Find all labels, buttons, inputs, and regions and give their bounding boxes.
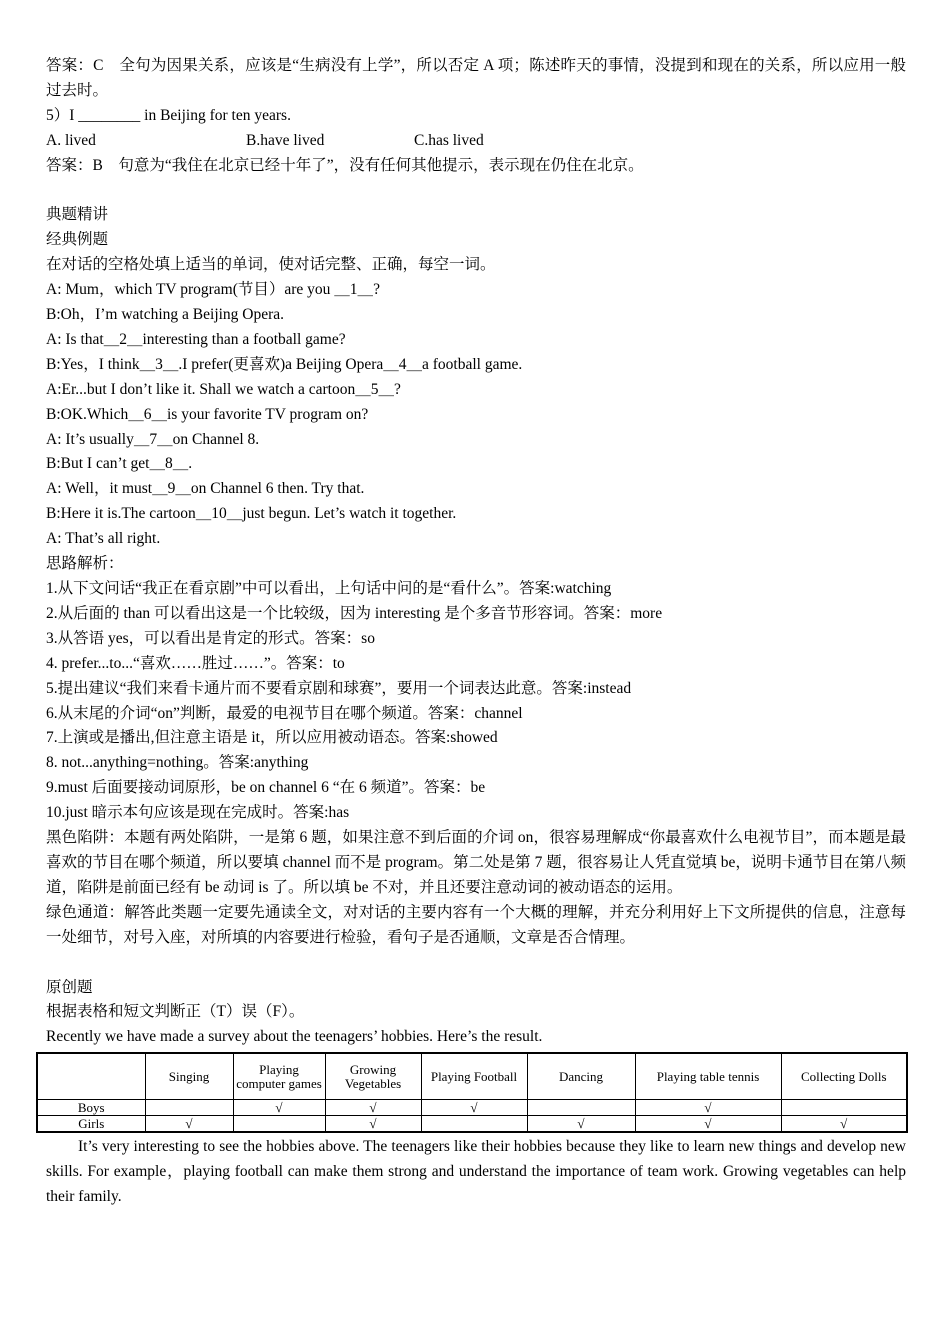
- table-row: [37, 1100, 907, 1116]
- option-a: A. lived: [46, 131, 96, 149]
- analysis-item: 5.提出建议“我们来看卡通片而不要看京剧和球赛”，要用一个词表达此意。答案:instead: [46, 679, 632, 697]
- section-instruction: 在对话的空格处填上适当的单词，使对话完整、正确，每空一词。: [46, 256, 496, 274]
- document-page: [46, 54, 906, 1210]
- analysis-item: 8. not...anything=nothing。答案:anything: [46, 754, 309, 772]
- question-5: 5）I ________ in Beijing for ten years.: [46, 106, 291, 124]
- analysis-item: 2.从后面的 than 可以看出这是一个比较级，因为 interesting 是个多音节形容词。答案：more: [46, 604, 663, 622]
- analysis-list: [46, 577, 906, 826]
- dialogue-line: A: Well，it must＿9＿on Channel 6 then. Try that.: [46, 480, 365, 498]
- dialogue-line: A: Mum，which TV program(节目）are you ＿1＿?: [46, 281, 380, 299]
- row-label: Girls: [37, 1116, 145, 1133]
- dialogue: [46, 278, 906, 552]
- spacer: [46, 179, 906, 204]
- table-cell: √: [325, 1100, 421, 1116]
- table-cell: √: [145, 1116, 233, 1133]
- table-header-cell: Growing Vegetables: [325, 1053, 421, 1100]
- table-cell: [421, 1116, 527, 1133]
- table-cell: [781, 1100, 907, 1116]
- analysis-item: 1.从下文问话“我正在看京剧”中可以看出，上句话中问的是“看什么”。答案:watching: [46, 580, 612, 598]
- analysis-item: 4. prefer...to...“喜欢……胜过……”。答案：to: [46, 654, 345, 672]
- table-cell: √: [635, 1100, 781, 1116]
- table-cell: √: [421, 1100, 527, 1116]
- analysis-item: 3.从答语 yes，可以看出是肯定的形式。答案：so: [46, 629, 375, 647]
- survey-table: [36, 1052, 908, 1133]
- analysis-item: 9.must 后面要接动词原形，be on channel 6 “在 6 频道”。答案：be: [46, 779, 486, 797]
- dialogue-line: A: That’s all right.: [46, 530, 161, 548]
- analysis-title: 思路解析：: [46, 555, 124, 573]
- table-header-cell: Playing computer games: [233, 1053, 325, 1100]
- analysis-item: 7.上演或是播出,但注意主语是 it，所以应用被动语态。答案:showed: [46, 729, 498, 747]
- dialogue-line: A: Is that＿2＿interesting than a football game?: [46, 330, 346, 348]
- table-header-cell: Collecting Dolls: [781, 1053, 907, 1100]
- survey-intro: Recently we have made a survey about the teenagers’ hobbies. Here’s the result.: [46, 1028, 543, 1046]
- dialogue-line: B:OK.Which＿6＿is your favorite TV program on?: [46, 405, 369, 423]
- original-heading: 原创题: [46, 978, 93, 996]
- analysis-item: 6.从末尾的介词“on”判断，最爱的电视节目在哪个频道。答案：channel: [46, 704, 523, 722]
- dialogue-line: B:Oh，I’m watching a Beijing Opera.: [46, 306, 285, 324]
- section-heading: 典题精讲: [46, 206, 109, 224]
- dialogue-line: B:Yes，I think＿3＿.I prefer(更喜欢)a Beijing Opera＿4＿a football game.: [46, 355, 523, 373]
- table-header-cell: Playing table tennis: [635, 1053, 781, 1100]
- option-c: C.has lived: [414, 131, 484, 149]
- original-instruction: 根据表格和短文判断正（T）误（F）。: [46, 1003, 305, 1021]
- table-header-row: [37, 1053, 907, 1100]
- table-cell: √: [635, 1116, 781, 1133]
- green-channel-note: 绿色通道：解答此类题一定要先通读全文，对对话的主要内容有一个大概的理解，并充分利用好上下文所提供的信息，注意每一处细节，对号入座，对所填的内容要进行检验，看句子是否通顺，文章是否合情理。: [46, 903, 906, 946]
- spacer: [46, 951, 906, 976]
- dialogue-line: A: It’s usually＿7＿on Channel 8.: [46, 430, 260, 448]
- option-b: B.have lived: [246, 131, 325, 149]
- table-row: [37, 1116, 907, 1133]
- analysis-item: 10.just 暗示本句应该是现在完成时。答案:has: [46, 804, 350, 822]
- survey-passage: It’s very interesting to see the hobbies above. The teenagers like their hobbies because they like to learn new things and develop new skills. For example，playing football can make them strong and understand the importance of team work. Growing vegetables can help their family.: [46, 1138, 906, 1206]
- row-label: Boys: [37, 1100, 145, 1116]
- answer-4: 答案：C 全句为因果关系，应该是“生病没有上学”，所以否定 A 项；陈述昨天的事情，没提到和现在的关系，所以应用一般过去时。: [46, 57, 906, 99]
- question-5-options: [46, 129, 906, 154]
- table-cell: [145, 1100, 233, 1116]
- answer-5: 答案：B 句意为“我住在北京已经十年了”，没有任何其他提示，表示现在仍住在北京。: [46, 156, 644, 174]
- table-cell: √: [233, 1100, 325, 1116]
- table-cell: √: [527, 1116, 635, 1133]
- section-subheading: 经典例题: [46, 231, 109, 249]
- table-cell: [233, 1116, 325, 1133]
- dialogue-line: B:Here it is.The cartoon＿10＿just begun. Let’s watch it together.: [46, 505, 457, 523]
- table-cell: √: [325, 1116, 421, 1133]
- table-cell: [527, 1100, 635, 1116]
- table-header-cell: Singing: [145, 1053, 233, 1100]
- table-header-cell: Playing Football: [421, 1053, 527, 1100]
- dialogue-line: A:Er...but I don’t like it. Shall we watch a cartoon＿5＿?: [46, 380, 401, 398]
- table-header-cell: Dancing: [527, 1053, 635, 1100]
- table-cell: √: [781, 1116, 907, 1133]
- dialogue-line: B:But I can’t get＿8＿.: [46, 455, 193, 473]
- trap-note: 黑色陷阱：本题有两处陷阱，一是第 6 题，如果注意不到后面的介词 on，很容易理解成“你最喜欢什么电视节目”，而本题是最喜欢的节目在哪个频道，所以要填 channel 而不是 program。第二处是第 7 题，很容易让人凭直觉填 be，说明卡通节目在第八频道，陷阱是前面已经有 be 动词 is 了。所以填 be 不对，并且还要注意动词的被动语态的运用。: [46, 829, 906, 896]
- table-header-cell: [37, 1053, 145, 1100]
